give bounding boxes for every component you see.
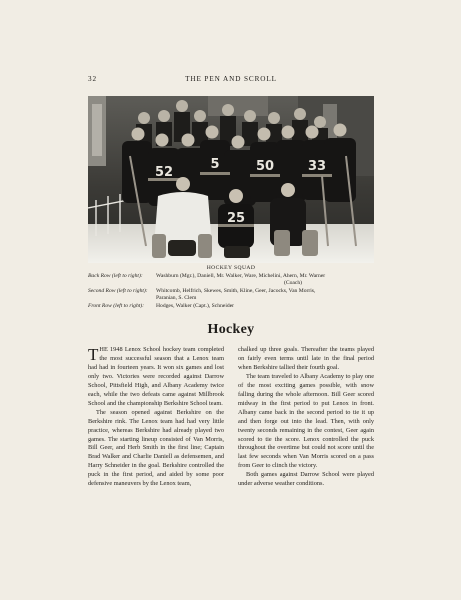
caption-row-back xyxy=(88,273,374,288)
jersey-number: 25 xyxy=(226,211,246,226)
caption-row-names: Washburn (Mgr.), Daniell, Mr. Walker, Ware, Michelini, Ahern, Mr. Warner xyxy=(156,272,326,279)
caption-row-front xyxy=(88,303,374,310)
hockey-squad-photo xyxy=(88,96,374,263)
article-paragraph: Both games against Darrow School were played under adverse weather conditions. xyxy=(238,471,374,488)
article-paragraph xyxy=(88,346,224,409)
team-photo-illustration xyxy=(88,96,374,263)
article-paragraph: chalked up three goals. Thereafter the teams played on fairly even terms until late in the final period when Berkshire tallied their fourth goal. xyxy=(238,346,374,371)
article-column-left xyxy=(88,346,224,489)
caption-row-label: Front Row (left to right): xyxy=(88,302,145,309)
caption-row-names: Whitcomb, Helfrich, Skewes, Smith, Kline, Geer, Jacocks, Van Morris, xyxy=(156,287,316,294)
caption-row-names: Hodges, Walker (Capt.), Schneider xyxy=(156,302,235,309)
jersey-number: 33 xyxy=(307,159,327,174)
paragraph-text: HE 1948 Lenox School hockey team completed the most successful season that a Lenox team had had in fourteen years. It won six games and lost only two. Victories were recorded against Darrow School, Pittsfield High, and Albany Academy twice each, while the two defeats came against Millbrook School and the championship Berkshire School team. xyxy=(88,346,224,407)
caption-row-names-cont: Paranian, S. Clem xyxy=(156,295,197,302)
running-title: THE PEN AND SCROLL xyxy=(185,75,277,83)
jersey-number: 52 xyxy=(154,165,174,180)
photo-caption xyxy=(88,265,374,310)
caption-row-label: Back Row (left to right): xyxy=(88,272,143,279)
jersey-number: 5 xyxy=(210,157,220,172)
article-column-right xyxy=(238,346,374,489)
caption-row-coach: (Coach) xyxy=(284,280,303,287)
jersey-number: 50 xyxy=(255,159,275,174)
article-title: Hockey xyxy=(207,322,255,337)
caption-row-second xyxy=(88,288,374,303)
page-number: 32 xyxy=(88,75,97,83)
drop-cap: T xyxy=(88,345,99,364)
running-header xyxy=(88,75,374,85)
caption-title: HOCKEY SQUAD xyxy=(206,265,256,271)
caption-row-label: Second Row (left to right): xyxy=(88,287,148,294)
article-paragraph: The team traveled to Albany Academy to play one of the most exciting games possible, with snow falling during the whole afternoon. Bill Geer scored midway in the first period to put Lenox in front. Albany came back in the second period to tie it up and then forge out into the lead. Then, with only twenty seconds remaining in the contest, Geer again scored to tie the score. Lenox controlled the puck throughout the overtime but could not score until the last few seconds when Van Morris scored on a pass from Geer to clinch the victory. xyxy=(238,372,374,470)
article-paragraph: The season opened against Berkshire on the Berkshire rink. The Lenox team had had very little practice, whereas Berkshire had already played two games. The starting lineup consisted of Van Morris, Bill Geer, and Herb Smith in the first line; Captain Brad Walker and Charlie Daniell as defensemen, and Harry Schneider in the goal. Berkshire controlled the puck in the first period, and aided by some poor defensive maneuvers by the Lenox team, xyxy=(88,408,224,488)
